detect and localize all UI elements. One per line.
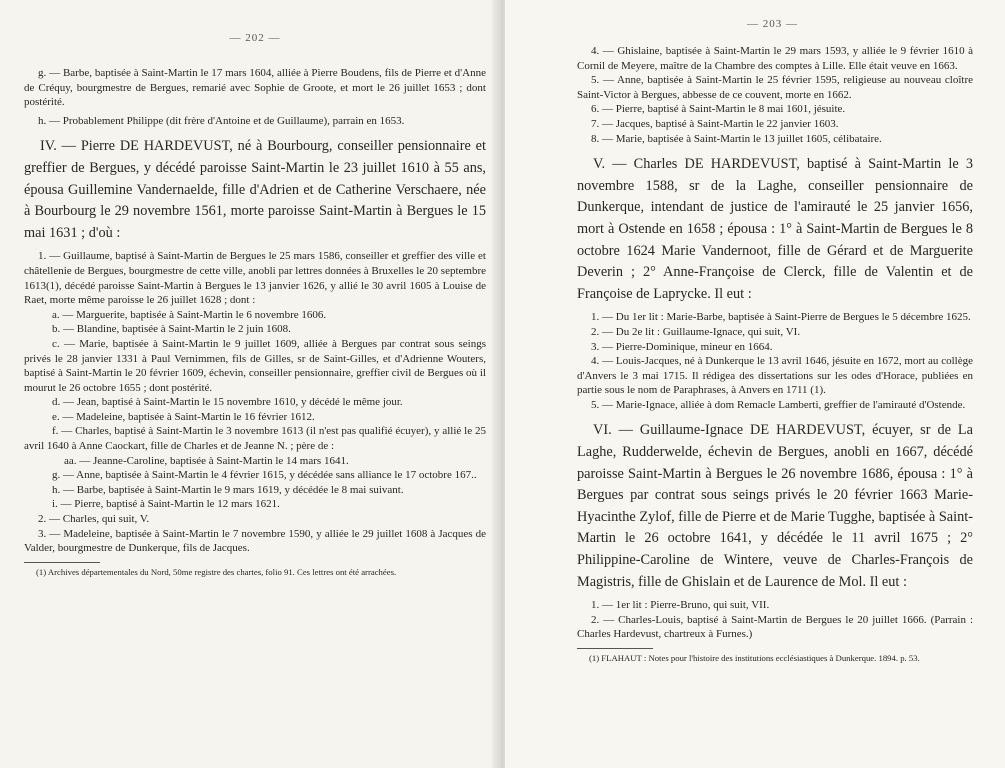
list-item: a. — Marguerite, baptisée à Saint-Martin le 6 novembre 1606. [52,308,327,321]
list-item: 3. — Madeleine, baptisée à Saint-Martin le 7 novembre 1590, y alliée le 29 juillet 1608 à Jacques de Valder, bourgmestre de Dunkerque, fils de Jacques. [24,527,486,555]
section-vi-guillaume-ignace: VI. — Guillaume-Ignace DE HARDEVUST, écuyer, sr de La Laghe, Rudderwelde, échevin de Bergues, anobli en 1667, décédé paroisse Saint-Martin à Bergues le 26 novembre 1686, épousa : 1° à Bergues par contrat sous seings privés le 20 février 1663 Marie-Hyacinthe Zylof, fille de Pierre et de Marie Tugghe, baptisée à Saint-Martin le 26 octobre 1641, y décédée le 11 avril 1675 ; 2° Philippine-Caroline de Wintere, veuve de Charles-François de Magistris, fille de Ghislain et de Laurence de Mol. Il eut : [577,422,973,590]
list-item: c. — Marie, baptisée à Saint-Martin le 9 juillet 1609, alliée à Bergues par contrat sous seings privés le 28 janvier 1331 à Paul Vernimmen, fils de Gilles, sr de Saint-Gilles, et d'Adrienne Wouters, baptisé à Saint-Martin le 20 février 1609, échevin, conseiller pensionnaire, greffier civil de Bergues où il mourut le 26 octobre 1655 ; dont postérité. [24,337,486,394]
list-item: 2. — Du 2e lit : Guillaume-Ignace, qui suit, VI. [591,325,801,338]
list-item: 4. — Louis-Jacques, né à Dunkerque le 13 avril 1646, jésuite en 1672, mort au collège d'Anvers le 3 mai 1715. Il rédigea des dissertations sur les odes d'Horace, publiées en partie sous le nom de Paraphrases, à Anvers en 1711 (1). [577,355,973,397]
list-item: aa. — Jeanne-Caroline, baptisée à Saint-Martin le 14 mars 1641. [64,454,349,467]
list-item: 2. — Charles-Louis, baptisé à Saint-Martin de Bergues le 20 juillet 1666. (Parrain : Charles Hardevust, chartreux à Furnes.) [577,613,973,641]
entry-6-pierre: 6. — Pierre, baptisé à Saint-Martin le 8 mai 1601, jésuite. [591,103,846,116]
footnote-left: (1) Archives départementales du Nord, 50me registre des chartes, folio 91. Ces lettres ont été arrachées. [36,566,397,577]
entry-7-jacques: 7. — Jacques, baptisé à Saint-Martin le 22 janvier 1603. [591,117,839,130]
entry-5-anne: 5. — Anne, baptisée à Saint-Martin le 25 février 1595, religieuse au nouveau cloître Saint-Victor à Bergues, abbesse de ce couvent, morte en 1662. [577,74,973,101]
list-item: 2. — Charles, qui suit, V. [38,513,150,526]
list-item: 5. — Marie-Ignace, alliée à dom Remacle Lamberti, greffier de l'amirauté d'Ostende. [591,398,966,411]
entry-4-ghislaine: 4. — Ghislaine, baptisée à Saint-Martin le 29 mars 1593, y alliée le 9 février 1610 à Cornil de Meyere, maître de la Chambre des comptes à Lille. Elle était veuve en 1663. [577,45,973,72]
section-v-charles: V. — Charles DE HARDEVUST, baptisé à Saint-Martin le 3 novembre 1588, sr de la Laghe, conseiller pensionnaire de Dunkerque, intendant de justice de l'amirauté le 25 janvier 1656, mort à Ostende en 1658 ; épousa : 1° à Saint-Martin de Bergues le 8 octobre 1624 Marie Vandernoot, fille de Gérard et de Marguerite Deverin ; 2° Anne-Françoise de Clerck, fille de Valentin et de Françoise de Laprycke. Il eut : [577,156,973,302]
left-page [0,0,500,768]
entry-g-barbe: g. — Barbe, baptisée à Saint-Martin le 17 mars 1604, alliée à Pierre Boudens, fils de Pierre et d'Anne de Créquy, bourgmestre de Bergues, remarié avec Sophie de Groote, et mort le 26 juillet 1653 ; dont postérité. [24,67,486,109]
page-number-right: — 203 — [747,18,798,30]
page-number-left: — 202 — [229,32,281,44]
right-page [505,0,1005,768]
section-iv-pierre: IV. — Pierre DE HARDEVUST, né à Bourbourg, conseiller pensionnaire et greffier de Bergues, y décédé paroisse Saint-Martin le 23 juillet 1610 à 55 ans, épousa Guillemine Vandernaelde, fille d'Adrien et de Catherine Verschaere, née à Bourbourg le 29 novembre 1561, morte paroisse Saint-Martin à Bergues le 15 mai 1631 ; d'où : [24,138,486,241]
footnote-rule-right [577,648,653,649]
list-item: 1. — Du 1er lit : Marie-Barbe, baptisée à Saint-Pierre de Bergues le 5 décembre 1625. [591,311,971,324]
list-item: 3. — Pierre-Dominique, mineur en 1664. [591,340,773,353]
list-item: e. — Madeleine, baptisée à Saint-Martin le 16 février 1612. [52,410,315,423]
list-item: 1. — 1er lit : Pierre-Bruno, qui suit, VII. [591,599,770,612]
footnote-rule-left [24,562,100,563]
list-item: b. — Blandine, baptisée à Saint-Martin le 2 juin 1608. [52,323,291,336]
list-item: g. — Anne, baptisée à Saint-Martin le 4 février 1615, y décédée sans alliance le 17 octobre 167.. [52,469,477,482]
list-item: 1. — Guillaume, baptisé à Saint-Martin de Bergues le 25 mars 1586, conseiller et greffier des ville et châtellenie de Bergues, bourgmestre de cette ville, anobli par lettres données à Bruxelles le 20 septembre 1613(1), décédé paroisse Saint-Martin à Bergues le 13 janvier 1626, y allié le 30 avril 1605 à Louise de Raet, morte même paroisse le 26 juillet 1628 ; dont : [24,250,486,307]
list-item: d. — Jean, baptisé à Saint-Martin le 15 novembre 1610, y décédé le même jour. [52,396,403,409]
entry-h-philippe: h. — Probablement Philippe (dit frère d'Antoine et de Guillaume), parrain en 1653. [38,114,405,127]
list-item: h. — Barbe, baptisée à Saint-Martin le 9 mars 1619, y décédée le 8 mai suivant. [52,483,404,496]
list-item: i. — Pierre, baptisé à Saint-Martin le 12 mars 1621. [52,498,280,511]
list-item: f. — Charles, baptisé à Saint-Martin le 3 novembre 1613 (il n'est pas qualifié écuyer), y allié le 25 avril 1640 à Anne Caockart, fille de Charles et de Jeanne N. ; père de : [24,425,486,453]
entry-8-marie: 8. — Marie, baptisée à Saint-Martin le 13 juillet 1605, célibataire. [591,132,882,145]
footnote-right: (1) FLAHAUT : Notes pour l'histoire des institutions ecclésiastiques à Dunkerque. 1894. p. 53. [589,653,920,663]
